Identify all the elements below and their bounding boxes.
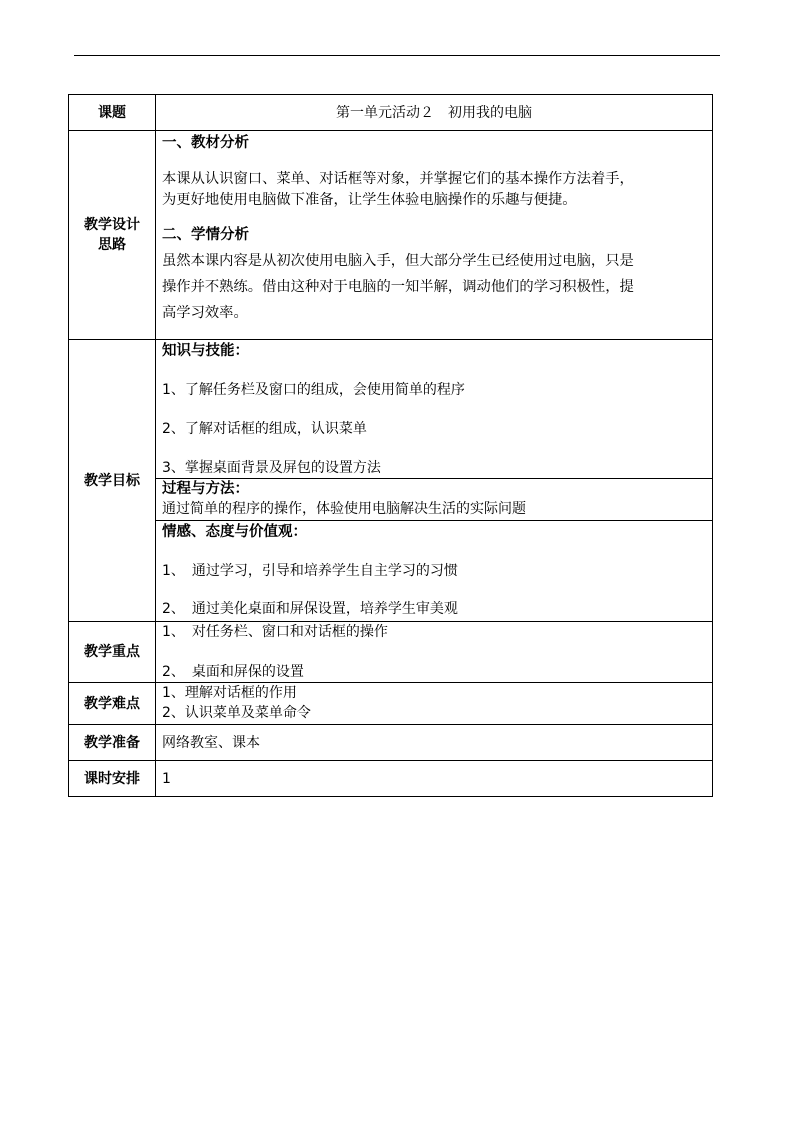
design-para-2-line1: 虽然本课内容是从初次使用电脑入手，但大部分学生已经使用过电脑，只是 — [162, 253, 634, 269]
difficulty-item-1: 1、理解对话框的作用 — [162, 685, 297, 701]
knowledge-item-2: 2、了解对话框的组成，认识菜单 — [162, 421, 367, 437]
difficulties-row — [69, 683, 713, 725]
preparation-row — [69, 725, 713, 761]
design-para-2-line2: 操作并不熟练。借由这种对于电脑的一知半解，调动他们的学习积极性，提 — [162, 279, 634, 295]
knowledge-item-3: 3、掌握桌面背景及屏包的设置方法 — [162, 460, 381, 476]
knowledge-item-1: 1、了解任务栏及窗口的组成，会使用简单的程序 — [162, 382, 465, 398]
schedule-row — [69, 761, 713, 797]
difficulties-label: 教学难点 — [69, 683, 156, 725]
goals-label: 教学目标 — [69, 340, 156, 622]
design-heading-2: 二、学情分析 — [162, 227, 249, 243]
goals-process-cell — [156, 479, 713, 521]
goals-process-row — [69, 479, 713, 521]
title-row — [69, 95, 713, 131]
attitude-item-1: 1、 通过学习，引导和培养学生自主学习的习惯 — [162, 563, 458, 579]
key-point-item-1: 1、 对任务栏、窗口和对话框的操作 — [162, 624, 388, 640]
schedule-label: 课时安排 — [69, 761, 156, 797]
process-heading: 过程与方法： — [162, 481, 249, 497]
key-points-row — [69, 622, 713, 683]
schedule-value: 1 — [156, 761, 713, 797]
design-para-2-line3: 高学习效率。 — [162, 305, 248, 321]
key-points-label: 教学重点 — [69, 622, 156, 683]
key-point-item-2: 2、 桌面和屏保的设置 — [162, 664, 304, 680]
header-rule — [74, 55, 720, 56]
goals-attitude-row — [69, 521, 713, 622]
attitude-heading: 情感、态度与价值观： — [162, 524, 307, 540]
design-para-1-line1: 本课从认识窗口、菜单、对话框等对象，并掌握它们的基本操作方法着手， — [162, 171, 634, 187]
key-points-cell — [156, 622, 713, 683]
goals-knowledge-cell — [156, 340, 713, 479]
title-label: 课题 — [69, 95, 156, 131]
design-row — [69, 131, 713, 340]
design-label-line2: 思路 — [98, 237, 126, 253]
process-text: 通过简单的程序的操作，体验使用电脑解决生活的实际问题 — [162, 501, 526, 517]
preparation-label: 教学准备 — [69, 725, 156, 761]
preparation-value: 网络教室、课本 — [156, 725, 713, 761]
goals-attitude-cell — [156, 521, 713, 622]
lesson-plan-table — [68, 94, 713, 797]
design-heading-1: 一、教材分析 — [162, 135, 249, 151]
design-label-line1: 教学设计 — [84, 217, 140, 233]
design-para-2 — [162, 248, 706, 326]
difficulties-cell — [156, 683, 713, 725]
design-content — [156, 131, 713, 340]
difficulty-item-2: 2、认识菜单及菜单命令 — [162, 705, 311, 721]
design-label — [69, 131, 156, 340]
design-para-1-line2: 为更好地使用电脑做下准备，让学生体验电脑操作的乐趣与便捷。 — [162, 192, 577, 208]
design-para-1 — [162, 169, 706, 211]
knowledge-heading: 知识与技能： — [162, 343, 249, 359]
title-value: 第一单元活动２ 初用我的电脑 — [156, 95, 713, 131]
attitude-item-2: 2、 通过美化桌面和屏保设置，培养学生审美观 — [162, 601, 458, 617]
goals-knowledge-row — [69, 340, 713, 479]
